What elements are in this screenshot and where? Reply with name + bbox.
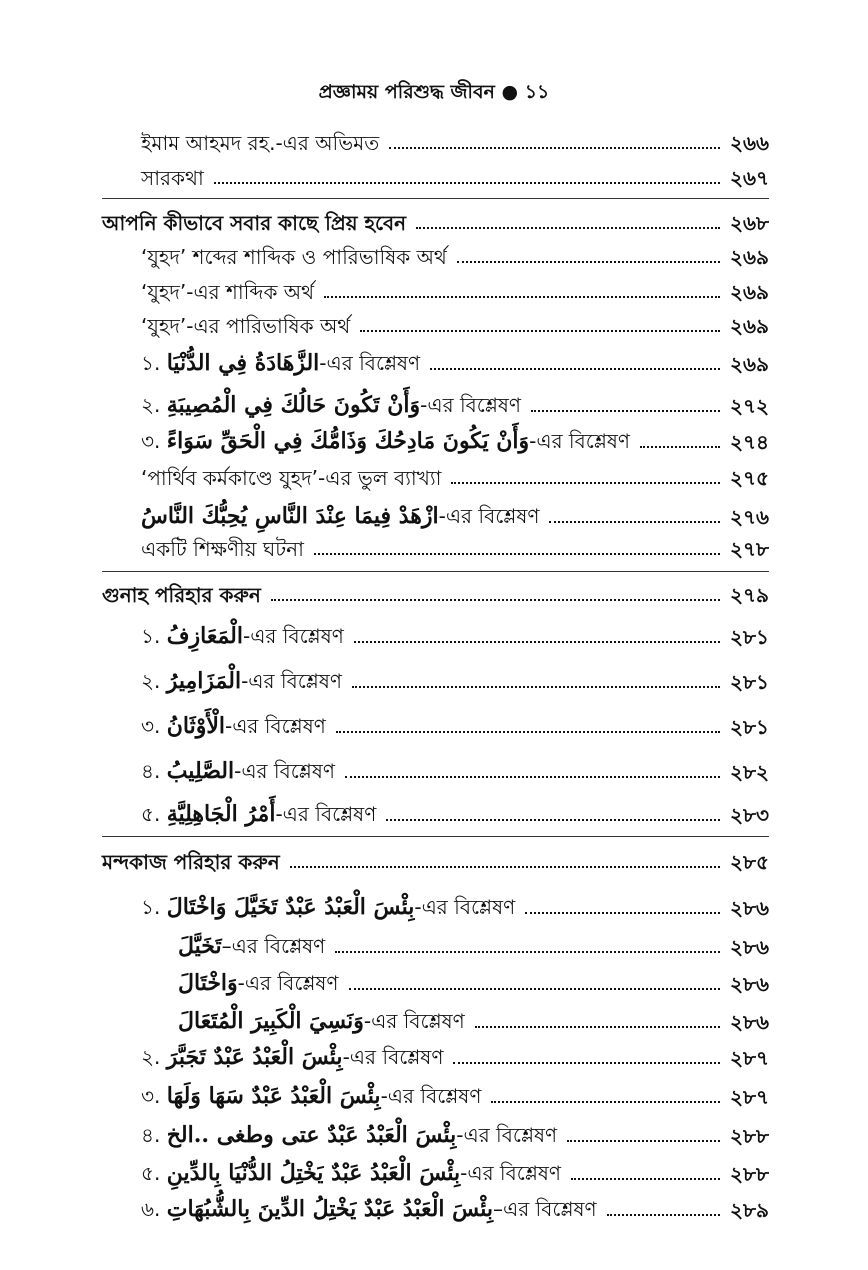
- toc-entry-title: [141, 392, 521, 418]
- toc-entry-text: -এর বিশ্লেষণ: [414, 895, 516, 919]
- toc-page-number: ২৬৯: [730, 245, 769, 269]
- dot-leader: [525, 912, 720, 914]
- toc-entry: [141, 131, 769, 155]
- toc-entry-title: [141, 245, 447, 269]
- toc-entry-text: -এর বিশ্লেষণ: [380, 1084, 482, 1108]
- toc-entry-arabic-term: ازْهَدْ فِيمَا عِنْدَ النَّاسِ يُحِبُّكَ النَّاسُ: [141, 503, 439, 529]
- toc-entry: [141, 1122, 769, 1148]
- toc-entry-number: ১.: [141, 351, 167, 375]
- toc-entry: [141, 758, 769, 784]
- toc-page-number: ২৮৫: [730, 850, 769, 874]
- toc-page-number: ২৮১: [730, 715, 769, 740]
- toc-entry-arabic-term: وَأَنْ تَكُونَ حَالُكَ فِي الْمُصِيبَةِ: [166, 392, 421, 418]
- dot-leader: [416, 227, 720, 229]
- toc-page-number: ২৭৮: [730, 537, 769, 561]
- toc-section-entry: [102, 850, 769, 874]
- toc-entry-text: মন্দকাজ পরিহার করুন: [102, 850, 280, 874]
- toc-page-number: ২৮২: [730, 760, 769, 785]
- toc-entry-title: [141, 894, 515, 920]
- toc-entry-number: ১.: [141, 895, 167, 919]
- toc-entry-arabic-term: الصَّلِيبُ: [166, 758, 235, 784]
- toc-entry-arabic-term: أَمْرُ الْجَاهِلِيَّةِ: [166, 801, 276, 827]
- toc-entry-title: [141, 801, 376, 827]
- toc-entry: [178, 933, 769, 959]
- toc-entry-arabic-term: الزَّهَادَةُ فِي الدُّنْيَا: [166, 350, 320, 376]
- toc-page-number: ২৭২: [729, 394, 769, 419]
- section-divider: [102, 198, 769, 199]
- dot-leader: [491, 1101, 720, 1103]
- toc-entry-number: ৩.: [141, 714, 167, 738]
- toc-page-number: ২৮৬: [730, 896, 769, 921]
- toc-entry-number: ২.: [141, 1045, 167, 1069]
- toc-page-number: ২৬৭: [729, 166, 769, 190]
- toc-section-entry: [102, 211, 769, 235]
- toc-entry-title: [141, 758, 335, 784]
- toc-entry-arabic-term: وَاخْتَالَ: [178, 970, 238, 996]
- toc-page-number: ২৮৮: [730, 1162, 769, 1187]
- toc-entry-arabic-term: بِئْسَ الْعَبْدُ عَبْدٌ يَخْتِلُ الدِّينَ بِالشُّبُهَاتِ: [166, 1196, 493, 1222]
- toc-page-number: ২৮১: [730, 625, 769, 650]
- toc-entry-number: ৩.: [141, 1084, 167, 1108]
- toc-entry: [141, 166, 769, 190]
- toc-entry: [141, 1083, 769, 1109]
- toc-entry-title: [141, 713, 326, 739]
- dot-leader: [354, 641, 720, 643]
- toc-entry-text: -এর বিশ্লেষণ: [242, 624, 344, 648]
- toc-entry: [141, 668, 769, 694]
- dot-leader: [607, 1214, 720, 1216]
- toc-page-number: ২৭৪: [730, 430, 769, 455]
- toc-entry-title: [178, 933, 325, 959]
- toc-page-number: ২৭৯: [730, 583, 769, 607]
- toc-entry: [141, 1196, 769, 1222]
- toc-entry-title: [141, 623, 344, 649]
- toc-entry-text: -এর বিশ্লেষণ: [456, 1123, 558, 1147]
- dot-leader: [349, 988, 720, 990]
- toc-entry: [141, 801, 769, 827]
- dot-leader: [531, 410, 720, 412]
- dot-leader: [314, 553, 720, 555]
- toc-page-number: ২৮৯: [730, 1198, 769, 1223]
- toc-entry-title: [141, 166, 204, 190]
- toc-entry-title: [141, 1196, 597, 1222]
- dot-leader: [430, 368, 720, 370]
- toc-entry-text: -এর বিশ্লেষণ: [460, 1161, 561, 1185]
- dot-leader: [324, 296, 720, 298]
- toc-entry-title: [141, 1044, 443, 1070]
- toc-entry: [141, 350, 769, 376]
- toc-entry-text: -এর বিশ্লেষণ: [225, 714, 326, 738]
- toc-entry: [178, 1008, 769, 1034]
- toc-entry: [141, 894, 769, 920]
- toc-entry-number: ৩.: [141, 429, 167, 453]
- toc-entry-text: -এর বিশ্লেষণ: [529, 429, 630, 453]
- toc-entry-text: -এর বিশ্লেষণ: [234, 759, 335, 783]
- toc-entry-text: ‘যুহদ’-এর শাব্দিক অর্থ: [141, 280, 315, 304]
- toc-entry-text: -এর বিশ্লেষণ: [342, 1045, 444, 1069]
- toc-entry-arabic-term: وَنَسِيَ الْكَبِيرَ الْمُتَعَالَ: [178, 1008, 364, 1034]
- toc-entry-arabic-term: الْأَوْثَانُ: [166, 713, 225, 739]
- toc-page-number: ২৬৯: [730, 352, 769, 377]
- toc-entry-arabic-term: بِئْسَ الْعَبْدُ عَبْدٌ تَخَيَّلَ وَاخْتَالَ: [166, 894, 415, 920]
- toc-page-number: ২৮৩: [730, 803, 769, 828]
- toc-entry-title: [178, 970, 339, 996]
- toc-entry-arabic-term: بِئْسَ الْعَبْدُ عَبْدٌ عتى وطغى ..الخ: [166, 1122, 457, 1148]
- toc-entry-number: ১.: [141, 624, 167, 648]
- dot-leader: [336, 731, 720, 733]
- toc-entry-text: আপনি কীভাবে সবার কাছে প্রিয় হবেন: [102, 211, 407, 235]
- toc-entry-number: ৬.: [141, 1197, 167, 1221]
- dot-leader: [290, 866, 720, 868]
- toc-entry: [141, 713, 769, 739]
- section-divider: [102, 836, 769, 837]
- dot-leader: [457, 261, 720, 263]
- toc-entry-number: ৪.: [141, 759, 167, 783]
- dot-leader: [640, 446, 720, 448]
- toc-entry-title: [141, 1122, 557, 1148]
- dot-leader: [345, 776, 720, 778]
- dot-leader: [335, 951, 720, 953]
- toc-entry-title: [141, 280, 314, 304]
- toc-entry-title: [141, 1083, 481, 1109]
- toc-entry-arabic-term: الْمَعَازِفُ: [166, 623, 243, 649]
- toc-entry-text: -এর বিশ্লেষণ: [319, 351, 421, 375]
- toc-page-number: ২৭৬: [729, 505, 769, 530]
- toc-entry-number: ৫.: [141, 802, 167, 826]
- toc-entry-text: -এর বিশ্লেষণ: [420, 393, 522, 417]
- toc-entry-text: –এর বিশ্লেষণ: [221, 934, 326, 958]
- toc-entry-arabic-term: تَخَيَّلَ: [178, 933, 222, 959]
- toc-page-number: ২৬৯: [730, 280, 769, 304]
- dot-leader: [214, 182, 720, 184]
- toc-entry: [141, 245, 769, 269]
- dot-leader: [360, 330, 720, 332]
- toc-entry: [141, 1044, 769, 1070]
- toc-page-number: ২৮৭: [730, 1085, 769, 1110]
- toc-entry-text: ‘যুহদ’ শব্দের শাব্দিক ও পারিভাষিক অর্থ: [141, 245, 447, 269]
- toc-entry-title: [141, 537, 304, 561]
- dot-leader: [271, 599, 720, 601]
- toc-entry-number: ৫.: [141, 1161, 167, 1185]
- toc-entry-title: [141, 428, 630, 454]
- toc-entry: [141, 623, 769, 649]
- toc-page-number: ২৬৬: [729, 131, 769, 155]
- toc-entry-number: ৪.: [141, 1123, 167, 1147]
- toc-section-entry: [102, 583, 769, 607]
- toc-entry-number: ২.: [141, 669, 167, 693]
- toc-entry-text: গুনাহ পরিহার করুন: [102, 583, 261, 607]
- dot-leader: [549, 521, 720, 523]
- toc-page-number: ২৮৭: [730, 1046, 769, 1071]
- toc-page-number: ২৮৬: [730, 935, 769, 960]
- toc-entry-title: [102, 211, 406, 235]
- toc-page-number: ২৮৬: [730, 1010, 769, 1035]
- toc-entry: [141, 392, 769, 418]
- toc-entry-text: সারকথা: [141, 166, 204, 190]
- toc-entry: [141, 280, 769, 304]
- toc-entry: [141, 314, 769, 338]
- toc-entry-title: [141, 668, 342, 694]
- toc-entry-number: ২.: [141, 393, 167, 417]
- dot-leader: [571, 1178, 720, 1180]
- toc-entry-text: ইমাম আহমদ রহ.-এর অভিমত: [141, 131, 380, 155]
- toc-entry-title: [102, 850, 280, 874]
- toc-entry-arabic-term: وَأَنْ يَكُونَ مَادِحُكَ وَذَامُّكَ فِي الْحَقِّ سَوَاءً: [166, 428, 530, 454]
- toc-entry: [178, 970, 769, 996]
- dot-leader: [451, 482, 720, 484]
- toc-entry-text: ‘যুহদ’-এর পারিভাষিক অর্থ: [141, 314, 351, 338]
- toc-page-number: ২৬৯: [730, 314, 769, 338]
- toc-entry-text: –এর বিশ্লেষণ: [492, 1197, 597, 1221]
- toc-page-number: ২৮৮: [730, 1124, 769, 1149]
- toc-entry-arabic-term: بِئْسَ الْعَبْدُ عَبْدٌ سَهَا وَلَهَا: [166, 1083, 381, 1109]
- toc-page-number: ২৭৫: [730, 466, 769, 490]
- toc-entry-title: [141, 314, 350, 338]
- toc-entry: [141, 503, 769, 529]
- toc-entry-arabic-term: الْمَزَامِيرُ: [166, 668, 242, 694]
- toc-page-number: ২৮৬: [730, 972, 769, 997]
- toc-entry-title: [141, 466, 441, 490]
- toc-entry-title: [141, 131, 379, 155]
- toc-entry-text: -এর বিশ্লেষণ: [438, 504, 540, 528]
- running-header: প্রজ্ঞাময় পরিশুদ্ধ জীবন ● ১১: [318, 81, 550, 103]
- toc-entry-text: -এর বিশ্লেষণ: [275, 802, 377, 826]
- dot-leader: [567, 1140, 720, 1142]
- toc-entry-text: একটি শিক্ষণীয় ঘটনা: [141, 537, 304, 561]
- section-divider: [102, 571, 769, 572]
- dot-leader: [453, 1062, 720, 1064]
- toc-entry-title: [141, 1160, 561, 1186]
- toc-entry-text: -এর বিশ্লেষণ: [363, 1009, 465, 1033]
- toc-entry-text: -এর বিশ্লেষণ: [241, 669, 342, 693]
- dot-leader: [352, 686, 720, 688]
- toc-entry-text: -এর বিশ্লেষণ: [237, 971, 339, 995]
- dot-leader: [386, 819, 720, 821]
- toc-entry: [141, 1160, 769, 1186]
- toc-entry-title: [141, 503, 539, 529]
- toc-page-number: ২৬৮: [730, 211, 769, 235]
- toc-entry-arabic-term: بِئْسَ الْعَبْدُ عَبْدٌ يَخْتِلُ الدُّنْيَا بِالدِّينِ: [166, 1160, 461, 1186]
- toc-entry: [141, 537, 769, 561]
- toc-entry-title: [102, 583, 261, 607]
- toc-entry-title: [141, 350, 420, 376]
- toc-entry: [141, 466, 769, 490]
- dot-leader: [389, 147, 720, 149]
- toc-page-number: ২৮১: [730, 670, 769, 695]
- toc-entry-title: [178, 1008, 465, 1034]
- toc-entry: [141, 428, 769, 454]
- dot-leader: [475, 1026, 720, 1028]
- toc-entry-text: ‘পার্থিব কর্মকাণ্ডে যুহদ’-এর ভুল ব্যাখ্যা: [141, 466, 442, 490]
- toc-entry-arabic-term: بِئْسَ الْعَبْدُ عَبْدٌ تَجَبَّرَ: [166, 1044, 343, 1070]
